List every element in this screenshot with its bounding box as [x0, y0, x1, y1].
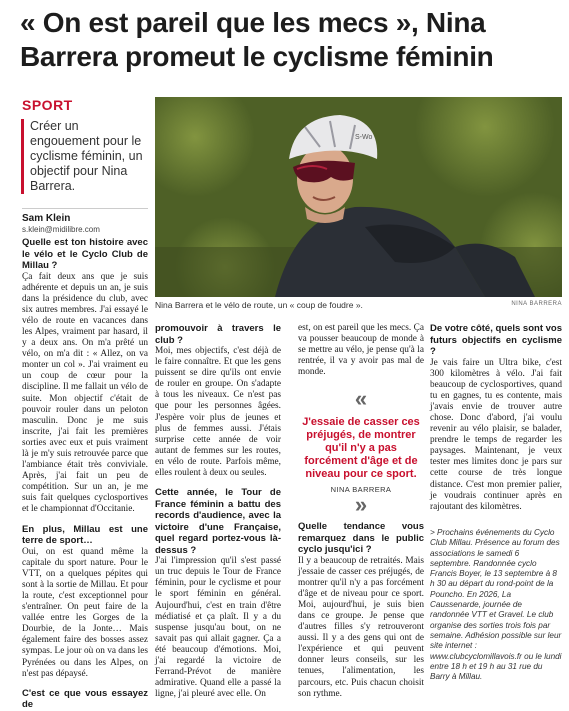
cyclist-photo-illustration [155, 97, 562, 297]
pull-quote [298, 388, 424, 516]
interview-answer: Oui, on est quand même la capitale du sport nature. Pour le VTT, on a quelques pépites qui sont à la sortie de Millau. Et pour la route, c'est exceptionnel pour s'entraîner. On peut faire de la vallée entre les Gorges de la Dourbie, de la Jonte… Mais également faire des bosses assez sympas. Le jour où on va dans les Pyrénées ou dans les Alpes, on n'est pas dépaysé. [22, 546, 149, 679]
club-info-box: > Prochains événements du Cyclo Club Millau. Présence au forum des associations le samedi 6 septembre. Randonnée cyclo Francis Boyer, le 13 septembre à 8 h 30 au départ du rond-point de la Pouncho. En 2026, La Caussenarde, journée de randonnée VTT et Gravel. Le club organise des sorties trois fois par semaine. Adhésion possible sur leur site internet : www.clubcyclomillavois.fr ou le lundi entre 18 h et 19 h au 31 rue du Barry à Millau. [430, 528, 562, 682]
article-photo [155, 97, 562, 297]
interview-question: De votre côté, quels sont vos futurs objectifs en cyclisme ? [430, 323, 562, 357]
interview-answer: Ça fait deux ans que je suis adhérente et depuis un an, je suis dans la présidence du club, avec six autres membres. J'ai essayé le vélo de route en vacances dans les Alpes, vraiment par hasard, il y a deux ans. On m'a prêté un vélo, on m'a dit : « Allez, on va monter un col ». J'ai vraiment eu un coup de cœur pour la discipline. Il me fallait un vélo de suite. Mon objectif c'était de pouvoir rouler dans un peloton masculin. Donc je me suis inscrite, j'ai fait les premières sorties avec eux et puis vraiment là je m'y suis retrouvée parce que l'ambiance était très conviviale. Après, j'ai fait un peu de compétition. Sur un an, je me suis fait quelques cyclosportives et le championnat d'Occitanie. [22, 271, 148, 515]
lead-text: Créer un engouement pour le cyclisme féminin, un objectif pour Nina Barrera. [21, 119, 148, 194]
interview-answer: est, on est pareil que les mecs. Ça va pousser beaucoup de monde à se mettre au vélo, je pense qu'à la rentrée, il va y avoir pas mal de monde. [298, 323, 424, 378]
article-column-3-lower [298, 521, 424, 700]
photo-credit: NINA BARRERA [511, 301, 562, 307]
interview-question: C'est ce que vous essayez de [22, 687, 148, 711]
interview-question: En plus, Millau est une terre de sport… [22, 523, 148, 547]
interview-answer: Il y a beaucoup de retraités. Mais j'essaie de casser ces préjugés, de montrer qu'il n'y a pas forcément d'âge et de niveau pour ce sport. Moi, aujourd'hui, je suis bien dans ce groupe. Je pense que d'autres filles s'y retrouveront aussi. Il y a des gens qui ont de l'expérience et qui peuvent donner leurs conseils, sur les tenues, l'alimentation, les parcours, etc. Puis chacun choisit son rythme. [298, 555, 424, 699]
interview-question: Quelle tendance vous remarquez dans le public cyclo jusqu'ici ? [298, 521, 424, 555]
article-column-4 [430, 323, 562, 513]
caption-text: Nina Barrera et le vélo de route, un « coup de foudre ». [155, 300, 363, 310]
photo-caption [155, 300, 562, 310]
intro-block [22, 97, 148, 234]
interview-answer: J'ai l'impression qu'il s'est passé un truc depuis le Tour de France féminin, pour le cyclisme et pour le sport féminin en général. Aujourd'hui, c'est en train d'être médiatisé et ça plaît. Il y a du suspense jusqu'au bout, on ne savait pas qui allait gagner. Ça a été beaucoup d'émotions. Moi, j'ai regardé la victoire de Ferrand-Prévot de manière admirative. Quand elle a passé la ligne, j'ai pleuré avec elle. On [155, 556, 281, 700]
article-column-2 [155, 323, 281, 700]
svg-text:S-Wo: S-Wo [355, 134, 373, 141]
author-name: Sam Klein [22, 213, 71, 224]
article-column-3 [298, 323, 424, 378]
author-divider [22, 208, 148, 209]
interview-question: Cette année, le Tour de France féminin a battu des records d'audience, avec la victoire d'une Française, quel regard portez-vous là-dessus ? [155, 487, 281, 556]
pull-quote-text: J'essaie de casser ces préjugés, de montrer qu'il n'y a pas forcément d'âge et de niveau pour ce sport. [302, 416, 420, 480]
pull-quote-author: NINA BARRERA [330, 485, 392, 494]
headline: « On est pareil que les mecs », Nina Barrera promeut le cyclisme féminin [20, 7, 494, 72]
interview-question: Quelle est ton histoire avec le vélo et le Cyclo Club de Millau ? [22, 237, 148, 271]
section-rubric: SPORT [22, 97, 73, 113]
interview-answer: Je vais faire un Ultra bike, c'est 300 kilomètres à vélo. J'ai fait beaucoup de cyclosportives, quand tu en gagnes, tu es contente, mais j'avais envie de trouver autre chose. Donc d'abord, j'ai voulu revenir au vélo plaisir, se balader, prendre le temps de regarder les paysages. Maintenant, je veux tester mes limites donc je pars sur cette course de très longue distance. C'est mon premier palier, je voudrais continuer après en rajoutant des kilomètres. [430, 357, 562, 512]
quote-open-icon: « [354, 386, 368, 411]
article-column-1 [22, 237, 148, 711]
interview-answer: Moi, mes objectifs, c'est déjà de le faire connaître. Et que les gens puissent se dire qu'ils ont envie de rouler en groupe. On s'adapte à tous les niveaux. Ce n'est pas que pour les personnes âgées. J'espère voir plus de jeunes et plus de femmes aussi. J'étais surprise cette année de voir autant de femmes sur les routes, en vélo de route. Parfois même, elles roulent à deux ou seules. [155, 346, 281, 479]
quote-close-icon: » [354, 492, 368, 517]
author-email[interactable]: s.klein@midilibre.com [22, 225, 100, 234]
interview-question: promouvoir à travers le club ? [155, 323, 281, 346]
